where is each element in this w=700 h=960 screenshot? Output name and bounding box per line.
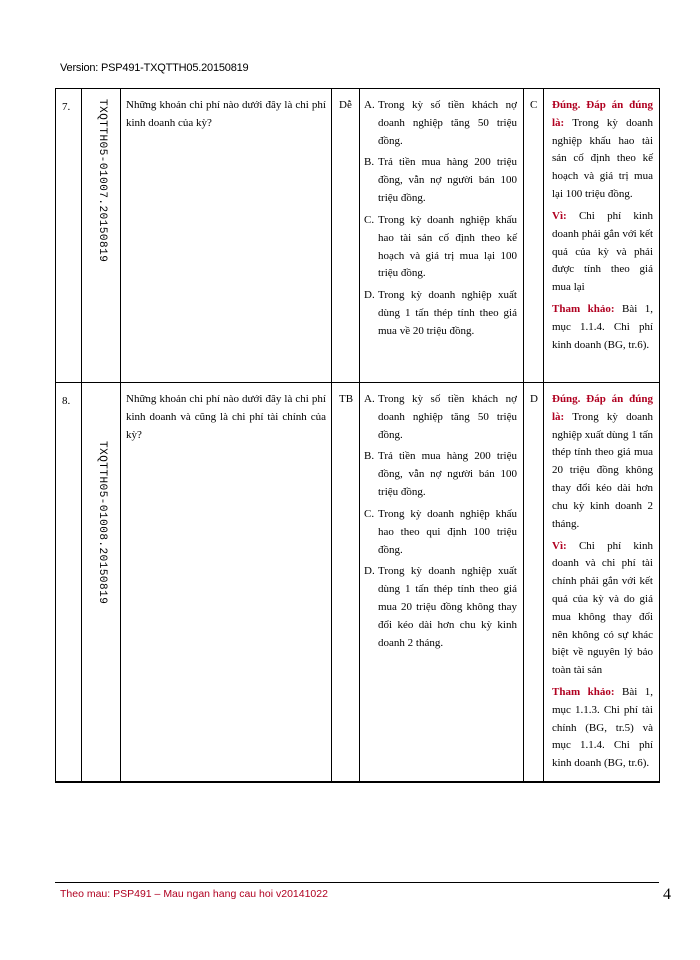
reason-label: Vì: [552,539,567,552]
question-text: Những khoản chi phí nào dưới đây là chi phí kinh doanh và cũng là chi phí tài chính của kỳ? [121,383,332,783]
question-text: Những khoản chi phí nào dưới đây là chi phí kinh doanh của kỳ? [121,89,332,383]
question-row [56,383,660,783]
explanation: Đúng. Đáp án đúng là: Trong kỳ doanh nghiệp xuất dùng 1 tấn thép tính theo giá mua 20 triệu đồng không thay đổi kéo dài hơn chu kỳ kinh doanh 2 tháng. Vì: Chi phí kinh doanh và chi phí tài chính phải gắn với kết quả của kỳ và do giá mua không thay đổi nên không có sự khác biệt về nguyên lý bảo toàn tài sản Tham khảo: Bài 1, mục 1.1.3. Chi phí tài chính (BG, tr.5) và mục 1.1.4. Chi phí kinh doanh (BG, tr.6). [544,383,660,783]
reference-label: Tham khảo: [552,686,615,698]
option-a: A. Trong kỳ số tiền khách nợ doanh nghiệp tăng 50 triệu đồng. [364,393,517,441]
option-b: B. Trả tiền mua hàng 200 triệu đồng, vẫn nợ người bán 100 triệu đồng. [364,156,517,205]
question-code-cell [82,89,121,383]
question-table [55,88,660,783]
option-c: C. Trong kỳ doanh nghiệp khấu hao theo qui định 100 triệu đồng. [364,507,517,556]
option-d: D. Trong kỳ doanh nghiệp xuất dùng 1 tấn thép tính theo giá mua về 20 triệu đồng. [364,289,517,337]
question-code: TXQTTH05-01007.20150819 [95,99,108,263]
correct-label: Đúng. Đáp án đúng là: [552,393,653,423]
answer-key: D [524,383,544,783]
version-header: Version: PSP491-TXQTTH05.20150819 [60,62,249,74]
option-c: C. Trong kỳ doanh nghiệp khấu hao tài sản cố định theo kế hoạch và giá trị mua lại 100 triệu đồng. [364,213,517,280]
difficulty-level: TB [332,383,360,783]
option-b: B. Trả tiền mua hàng 200 triệu đồng, vẫn nợ người bán 100 triệu đồng. [364,450,517,499]
answer-options [360,89,524,383]
question-code: TXQTTH05-01008.20150819 [95,441,108,605]
option-a: A. Trong kỳ số tiền khách nợ doanh nghiệp tăng 50 triệu đồng. [364,99,517,147]
reason-label: Vì: [552,209,567,222]
page-number: 4 [663,886,671,903]
reference-label: Tham khảo: [552,302,615,315]
question-number: 8. [56,383,82,783]
footer-divider [55,882,659,883]
footer-template-text: Theo mau: PSP491 – Mau ngan hang cau hoi v20141022 [60,888,328,900]
answer-key: C [524,89,544,383]
question-code-cell [82,383,121,783]
explanation: Đúng. Đáp án đúng là: Trong kỳ doanh nghiệp khấu hao tài sản cố định theo kế hoạch và giá trị mua lại 100 triệu đồng. Vì: Chi phí kinh doanh phải gắn với kết quả của kỳ và phải được tính theo giá mua lại Tham khảo: Bài 1, mục 1.1.4. Chi phí kinh doanh (BG, tr.6). [544,89,660,383]
difficulty-level: Dễ [332,89,360,383]
option-d: D. Trong kỳ doanh nghiệp xuất dùng 1 tấn thép tính theo giá mua 20 triệu đồng không thay đổi kéo dài hơn chu kỳ kinh doanh 2 tháng. [364,565,517,649]
question-row [56,89,660,383]
answer-options [360,383,524,783]
correct-label: Đúng. Đáp án đúng là: [552,99,653,129]
question-number: 7. [56,89,82,383]
